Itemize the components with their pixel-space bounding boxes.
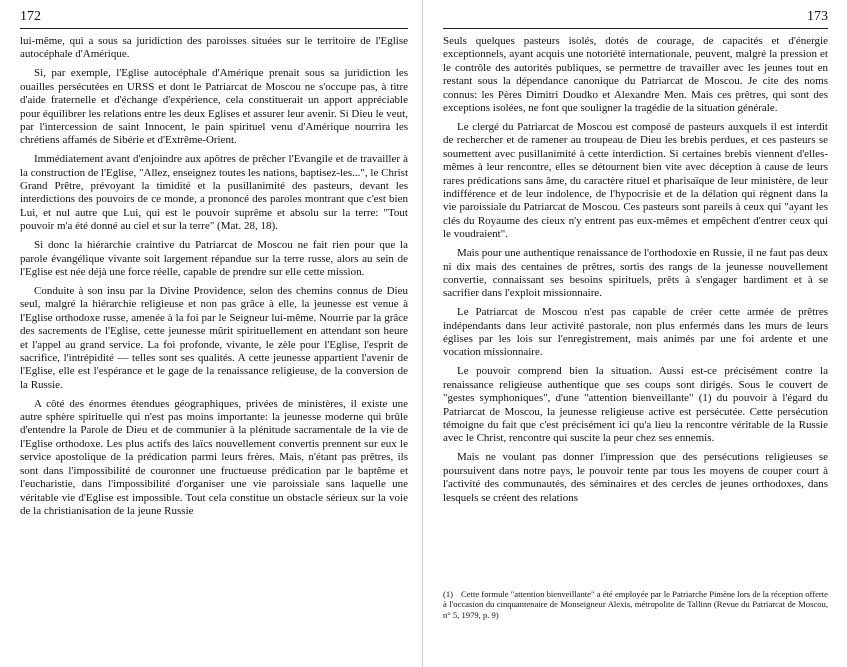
footnote [443, 589, 828, 620]
right-page-body [443, 35, 828, 505]
footnote-number: (1) [443, 589, 454, 599]
paragraph: Si, par exemple, l'Eglise autocéphale d'Amérique prenait sous sa juridiction les ouailles persécutées en URSS et dont le Patriarcat de Moscou ne s'occupe pas, à titre d'aide fraternelle et d'échange d'expérience, cela constituerait un apport appréciable pour équilibrer les relations entre les deux Eglises et assurer leur avenir. Si Dieu le veut, par l'intercession de saint Innocent, le pain spirituel venu d'Amérique nourrira les chrétiens affamés de Sibérie et d'Extrême-Orient. [20, 67, 408, 147]
paragraph: Le Patriarcat de Moscou n'est pas capable de créer cette armée de prêtres indépendants dans leur activité pastorale, non plus enfermés dans les murs de leurs églises par les lois sur l'enregistrement, mais animés par une foi ardente et une vocation missionnaire. [443, 306, 828, 359]
page-number: 173 [807, 9, 828, 24]
paragraph: Conduite à son insu par la Divine Providence, selon des chemins connus de Dieu seul, malgré la hiérarchie religieuse et non pas grâce à elle, la jeunesse est venue à l'Eglise orthodoxe russe, amenée à la foi par le Seigneur lui-même. Nourrie par la grâce des sacrements de l'Eglise, cette jeunesse mûrit spirituellement en attendant son heure et l'appel au grand service. La foi profonde, vivante, le zèle pour l'Eglise, l'esprit de sacrifice, l'intrépidité — telles sont ses qualités. A cette jeunesse appartient l'avenir de l'Eglise, elle est l'espérance et le gage de la renaissance religieuse, de la conversion de la Russie. [20, 284, 408, 391]
paragraph: Immédiatement avant d'enjoindre aux apôtres de prêcher l'Evangile et de travailler à la construction de l'Eglise, "Allez, enseignez toutes les nations, baptisez-les...", le Christ Grand Prêtre, prévoyant la timidité et la pusillanimité des pasteurs, devant les interdictions des pouvoirs de ce monde, a prononcé des paroles montrant que c'est bien Lui, et nul autre que Lui, qui est le pouvoir suprême et absolu sur la terre: "Tout pouvoir m'a été donné au ciel et sur la terre" (Mat. 28, 18). [20, 153, 408, 233]
paragraph: Mais pour une authentique renaissance de l'orthodoxie en Russie, il ne faut pas deux ni dix mais des centaines de prêtres, sortis des rangs de la jeunesse nouvellement convertie, connaissant ses besoins spirituels, prêts à s'engager hardiment et à se sacrifier dans l'exploit missionnaire. [443, 247, 828, 300]
left-page-body [20, 35, 408, 518]
page-header-left [20, 6, 408, 29]
paragraph: Le pouvoir comprend bien la situation. Aussi est-ce précisément contre la renaissance religieuse authentique que ses coups sont dirigés. Sous le couvert de "gestes symphoniques", d'une "attention bienveillante" (1) du pouvoir à l'égard du Patriarcat de Moscou, la jeunesse religieuse active est persécutée. Cette persécution témoigne du fait que c'est précisément ici qu'a lieu la rencontre véritable de la Russie avec le Christ, rencontre qui suscite la peur chez ses ennemis. [443, 365, 828, 445]
paragraph: Seuls quelques pasteurs isolés, dotés de courage, de capacités et d'énergie exceptionnels, ayant acquis une notoriété internationale, peuvent, malgré la pression et le contrôle des autorités publiques, se permettre de travailler avec les jeunes tout en restant sous la dépendance canonique du Patriarcat de Moscou. Je cite des noms connus: les Pères Dimitri Doudko et Alexandre Men. Mais ces prêtres, qui sont des exceptions isolées, ne font que souligner la tragédie de la situation générale. [443, 35, 828, 115]
paragraph: lui-même, qui a sous sa juridiction des paroisses situées sur le territoire de l'Eglise autocéphale d'Amérique. [20, 35, 408, 61]
footnote-text: Cette formule "attention bienveillante" a été employée par le Patriarche Pimène lors de la réception offerte à l'occasion du cinquantenaire de Monseigneur Alexis, métropolite de Tallinn (Revue du Patriarcat de Moscou, n° 5, 1979, p. 9) [443, 589, 828, 620]
page-number: 172 [20, 9, 41, 24]
paragraph: Le clergé du Patriarcat de Moscou est composé de pasteurs auxquels il est interdit de rechercher et de ramener au troupeau de Dieu les brebis perdues, et ces pasteurs se soumettent avec pusillanimité à cette interdiction. Si certaines brebis viennent d'elles-mêmes à leur rencontre, elles se détournent bien vite avec déception à cause de leurs rares prédications sans âme, du caractère rituel et pharisaïque de leur ministère, de leur indifférence et de leur indolence, de l'hypocrisie et de la délation qui règnent dans la vie paroissiale du Patriarcat de Moscou. Ces pasteurs sont pareils à ceux qui "ayant les clés du Royaume des cieux n'y entrent pas eux-mêmes et empêchent d'entrer ceux qui le voudraient". [443, 120, 828, 241]
paragraph: A côté des énormes étendues géographiques, privées de ministères, il existe une autre sphère spirituelle qui n'est pas moins importante: la jeunesse moderne qui brûle d'entendre la Parole de Dieu et de communier à la plénitude sacramentale de la vie de l'Eglise orthodoxe. Les plus actifs des laïcs nouvellement convertis prennent sur eux le service apostolique de la prédication parmi leurs frères. Mais, n'étant pas prêtres, ils sont dans l'impossibilité de couronner une fructueuse prédication par le baptême et l'eucharistie, dans l'impossibilité d'organiser une vie paroissiale sans laquelle une véritable vie d'Eglise est impossible. Tout cela constitue un obstacle sérieux sur la voie de la christianisation de la jeune Russie [20, 397, 408, 517]
paragraph: Si donc la hiérarchie craintive du Patriarcat de Moscou ne fait rien pour que la parole évangélique vivante soit largement répandue sur la terre russe, alors au sein de l'Eglise est née déjà une force réelle, capable de prendre sur elle cette mission. [20, 239, 408, 278]
right-page [423, 0, 846, 667]
left-page [0, 0, 423, 667]
paragraph: Mais ne voulant pas donner l'impression que des persécutions religieuses se poursuivent dans notre pays, le pouvoir tente par tous les moyens de couper court à l'activité des communautés, des séminaires et des cercles de jeunes orthodoxes, dans lesquels se créent des relations [443, 451, 828, 504]
page-header-right [443, 6, 828, 29]
